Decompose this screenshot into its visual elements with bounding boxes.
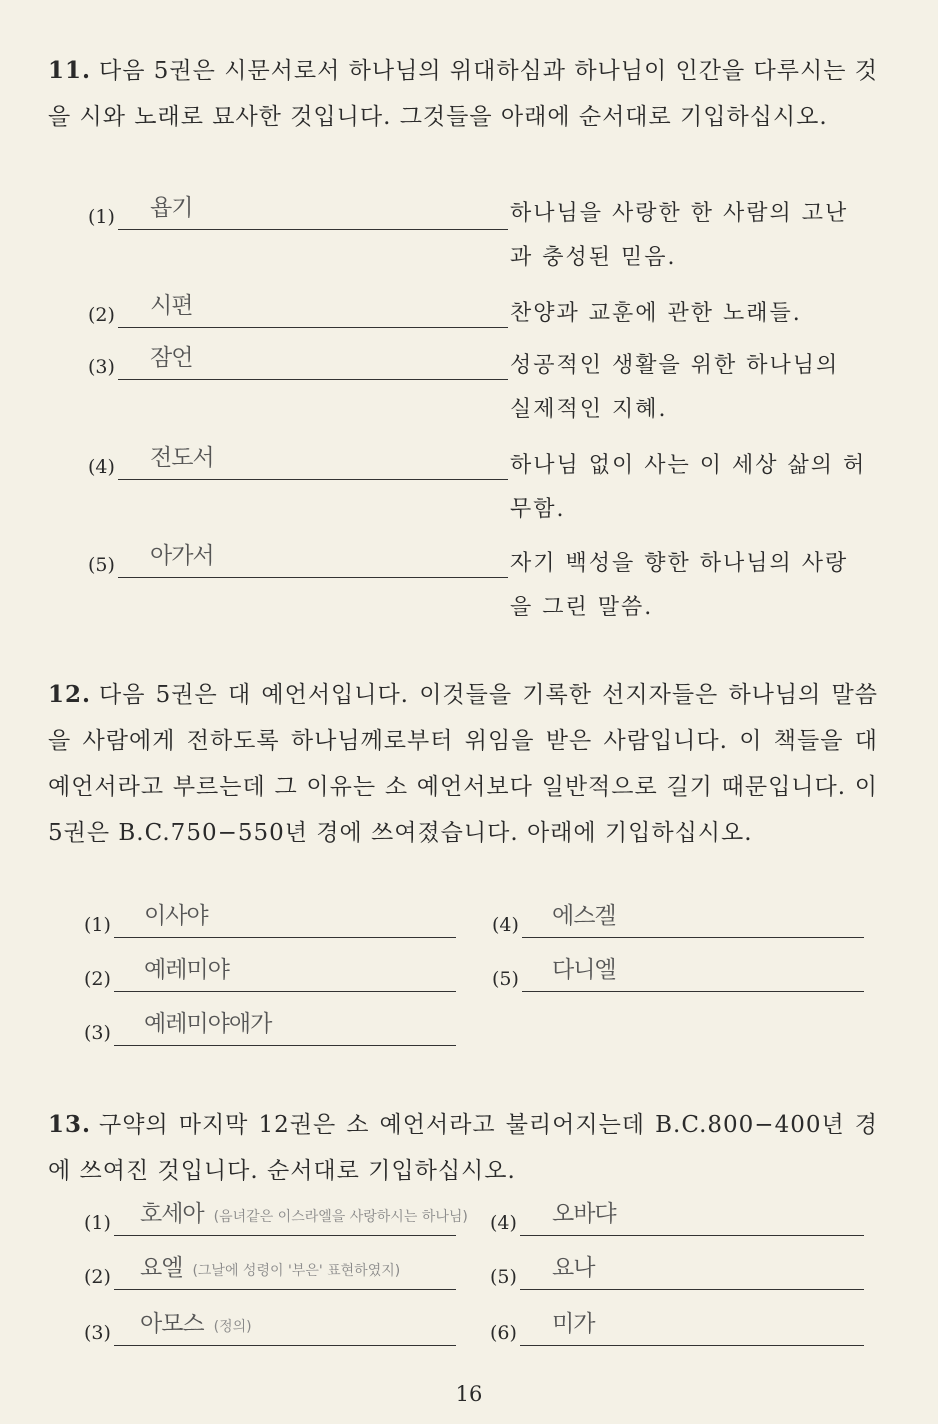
answer-note: (음녀같은 이스라엘을 사랑하시는 하나님)	[213, 1209, 468, 1225]
answer-line	[114, 1345, 456, 1346]
answer-line	[520, 1345, 864, 1346]
q12-answer-2[interactable]	[84, 952, 456, 992]
answer-label: (4)	[88, 456, 115, 478]
answer-line	[118, 479, 508, 480]
q11-description-2: 찬양과 교훈에 관한 노래들.	[510, 301, 802, 326]
q13-answer-6[interactable]	[490, 1306, 864, 1346]
handwritten-answer: 전도서	[150, 445, 214, 471]
q11-description-1: 하나님을 사랑한 한 사람의 고난과 충성된 믿음.	[510, 201, 849, 270]
q11-description-5: 자기 백성을 향한 하나님의 사랑을 그린 말씀.	[510, 551, 849, 620]
handwritten-answer: 이사야	[144, 903, 208, 929]
answer-note: (그날에 성령이 '부은' 표현하였지)	[192, 1263, 401, 1279]
answer-line	[114, 1289, 456, 1290]
answer-line	[520, 1289, 864, 1290]
q12-answer-5[interactable]	[492, 952, 864, 992]
answer-label: (2)	[84, 968, 111, 990]
answer-line	[118, 379, 508, 380]
q11-answer-2[interactable]	[88, 288, 508, 328]
handwritten-answer: 에스겔	[552, 903, 616, 929]
answer-label: (2)	[88, 304, 115, 326]
answer-line	[118, 577, 508, 578]
answer-line	[114, 991, 456, 992]
q12-answer-3[interactable]	[84, 1006, 456, 1046]
answer-label: (3)	[84, 1322, 111, 1344]
answer-label: (1)	[84, 914, 111, 936]
answer-label: (5)	[492, 968, 519, 990]
answer-note: (정의)	[213, 1319, 252, 1335]
question-11-text: 다음 5권은 시문서로서 하나님의 위대하심과 하나님이 인간을 다루시는 것을 시와 노래로 묘사한 것입니다. 그것들을 아래에 순서대로 기입하십시오.	[48, 58, 878, 130]
answer-line	[520, 1235, 864, 1236]
answer-line	[114, 1045, 456, 1046]
answer-label: (2)	[84, 1266, 111, 1288]
answer-label: (1)	[88, 206, 115, 228]
answer-label: (6)	[490, 1322, 517, 1344]
handwritten-answer	[140, 1195, 468, 1228]
question-13-number: 13.	[48, 1111, 92, 1138]
q13-answer-4[interactable]	[490, 1196, 864, 1236]
answer-line	[522, 991, 864, 992]
handwritten-answer: 오바댜	[552, 1201, 616, 1227]
q11-description-3: 성공적인 생활을 위한 하나님의 실제적인 지혜.	[510, 353, 840, 422]
answer-label: (3)	[88, 356, 115, 378]
q13-answer-1[interactable]	[84, 1196, 468, 1236]
question-13	[48, 1102, 878, 1194]
handwritten-answer: 시편	[150, 293, 193, 319]
answer-label: (1)	[84, 1212, 111, 1234]
question-11-number: 11.	[48, 57, 92, 84]
handwritten-answer: 예레미야	[144, 957, 229, 983]
question-13-text: 구약의 마지막 12권은 소 예언서라고 불리어지는데 B.C.800−400년 경에 쓰여진 것입니다. 순서대로 기입하십시오.	[48, 1112, 878, 1184]
page-number: 16	[455, 1382, 483, 1406]
q12-answer-1[interactable]	[84, 898, 456, 938]
handwritten-answer: 잠언	[150, 345, 193, 371]
handwritten-answer: 예레미야애가	[144, 1011, 272, 1037]
answer-line	[114, 1235, 456, 1236]
q13-answer-5[interactable]	[490, 1250, 864, 1290]
answer-label: (5)	[88, 554, 115, 576]
answer-label: (4)	[490, 1212, 517, 1234]
q13-answer-2[interactable]	[84, 1250, 456, 1290]
question-11	[48, 48, 878, 140]
answer-text: 호세아	[140, 1201, 204, 1227]
q11-answer-3[interactable]	[88, 340, 508, 380]
q11-answer-5[interactable]	[88, 538, 508, 578]
question-12-text: 다음 5권은 대 예언서입니다. 이것들을 기록한 선지자들은 하나님의 말씀을 사람에게 전하도록 하나님께로부터 위임을 받은 사람입니다. 이 책들을 대 예언서라고 부르는데 그 이유는 소 예언서보다 일반적으로 길기 때문입니다. 이 5권은 B.C.750−550년 경에 쓰여졌습니다. 아래에 기입하십시오.	[48, 682, 878, 846]
answer-text: 아모스	[140, 1311, 204, 1337]
handwritten-answer	[140, 1249, 400, 1282]
handwritten-answer: 다니엘	[552, 957, 616, 983]
answer-line	[522, 937, 864, 938]
question-12-number: 12.	[48, 681, 92, 708]
handwritten-answer: 아가서	[150, 543, 214, 569]
answer-text: 요엘	[140, 1255, 183, 1281]
q12-answer-4[interactable]	[492, 898, 864, 938]
q13-answer-3[interactable]	[84, 1306, 456, 1346]
answer-line	[114, 937, 456, 938]
handwritten-answer	[140, 1305, 252, 1338]
answer-line	[118, 327, 508, 328]
question-12	[48, 672, 878, 856]
q11-description-4: 하나님 없이 사는 이 세상 삶의 허무함.	[510, 453, 867, 522]
handwritten-answer: 미가	[552, 1311, 595, 1337]
handwritten-answer: 요나	[552, 1255, 595, 1281]
q11-answer-1[interactable]	[88, 190, 508, 230]
q11-answer-4[interactable]	[88, 440, 508, 480]
answer-line	[118, 229, 508, 230]
answer-label: (3)	[84, 1022, 111, 1044]
answer-label: (5)	[490, 1266, 517, 1288]
answer-label: (4)	[492, 914, 519, 936]
handwritten-answer: 욥기	[150, 195, 193, 221]
